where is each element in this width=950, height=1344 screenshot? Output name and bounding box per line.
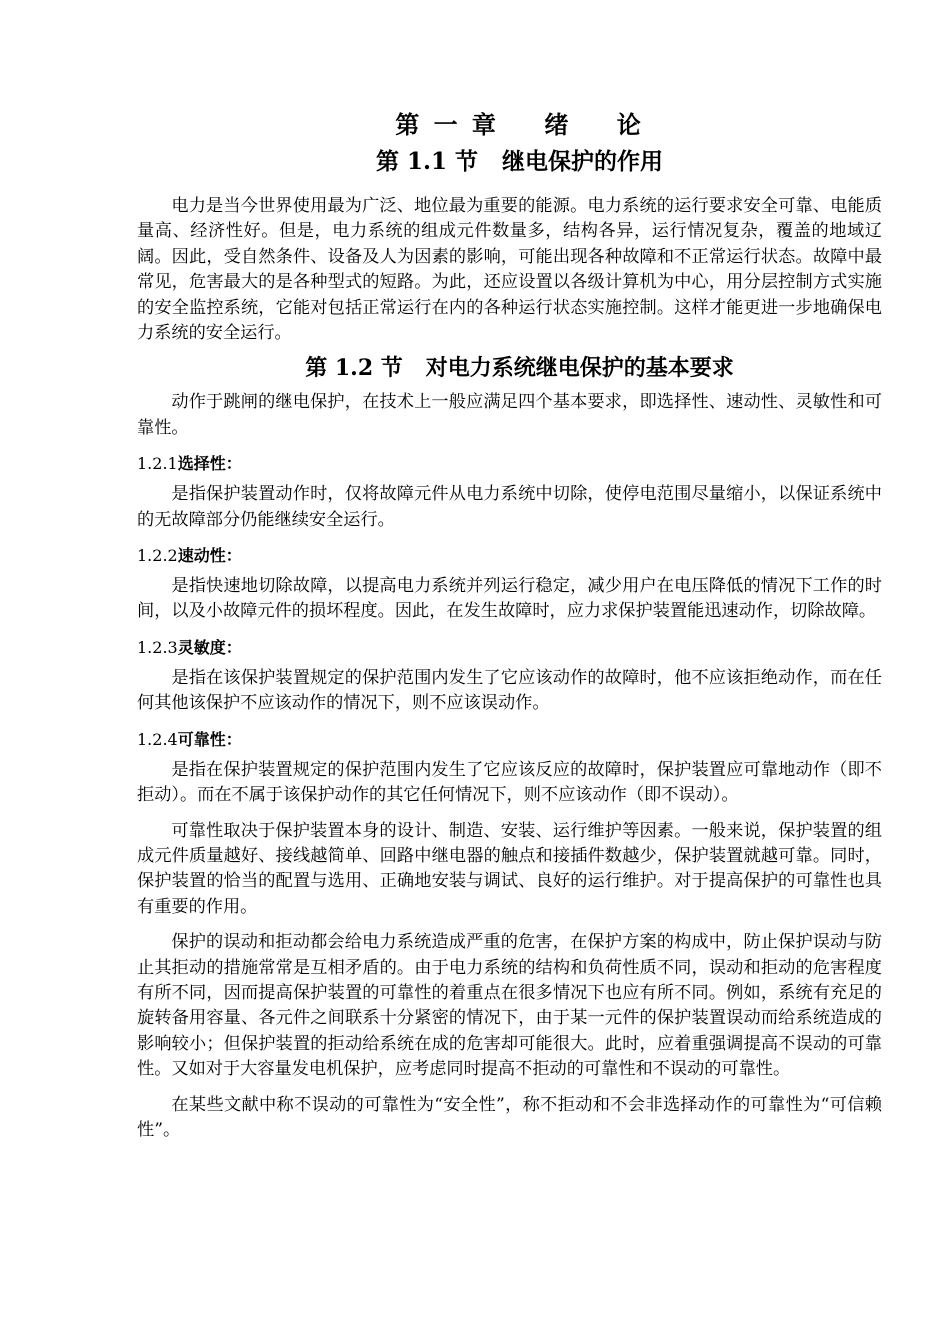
subsection-label: 速动性：	[177, 546, 242, 566]
subsection-number: 1.2.4	[137, 729, 178, 749]
section-1-1-paragraph: 电力是当今世界使用最为广泛、地位最为重要的能源。电力系统的运行要求安全可靠、电能质量高、经济性好。但是，电力系统的组成元件数量多，结构各异，运行情况复杂，覆盖的地域辽阔。因此，受自然条件、设备及人为因素的影响，可能出现各种故障和不正常运行状态。故障中最常见，危害最大的是各种型式的短路。为此，还应设置以各级计算机为中心，用分层控制方式实施的安全监控系统，它能对包括正常运行在内的各种运行状态实施控制。这样才能更进一步地确保电力系统的安全运行。	[137, 196, 882, 344]
subsection-heading-1-2-1	[137, 451, 882, 476]
subsection-paragraph: 是指在保护装置规定的保护范围内发生了它应该反应的故障时，保护装置应可靠地动作（即不拒动）。而在不属于该保护动作的其它任何情况下，则不应该动作（即不误动）。	[137, 759, 882, 806]
subsection-paragraph: 是指保护装置动作时，仅将故障元件从电力系统中切除，使停电范围尽量缩小，以保证系统中的无故障部分仍能继续安全运行。	[137, 484, 882, 530]
subsection-label: 灵敏度：	[177, 637, 242, 657]
section-1-2-title: 第 1.2 节 对电力系统继电保护的基本要求	[305, 355, 734, 382]
subsection-paragraph: 保护的误动和拒动都会给电力系统造成严重的危害，在保护方案的构成中，防止保护误动与防止其拒动的措施常常是互相矛盾的。由于电力系统的结构和负荷性质不同，误动和拒动的危害程度有所不同，因而提高保护装置的可靠性的着重点在很多情况下也应有所不同。例如，系统有充足的旋转备用容量、各元件之间联系十分紧密的情况下，由于某一元件的保护装置误动而给系统造成的影响较小；但保护装置的拒动给系统在成的危害却可能很大。此时，应着重强调提高不误动的可靠性。又如对于大容量发电机保护，应考虑同时提高不拒动的可靠性和不误动的可靠性。	[137, 932, 882, 1080]
section-1-2-intro: 动作于跳闸的继电保护，在技术上一般应满足四个基本要求，即选择性、速动性、灵敏性和可靠性。	[137, 392, 882, 438]
chapter-title: 第 一 章 绪 论	[395, 110, 644, 139]
subsection-heading-1-2-2	[137, 543, 882, 568]
subsection-number: 1.2.3	[137, 637, 178, 657]
section-1-1-title: 第 1.1 节 继电保护的作用	[375, 148, 664, 175]
subsection-heading-1-2-3	[137, 635, 882, 660]
subsection-number: 1.2.1	[137, 454, 178, 474]
subsection-label: 选择性：	[177, 454, 242, 474]
subsection-number: 1.2.2	[137, 546, 178, 566]
subsection-paragraph: 是指快速地切除故障，以提高电力系统并列运行稳定，减少用户在电压降低的情况下工作的时间，以及小故障元件的损坏程度。因此，在发生故障时，应力求保护装置能迅速动作，切除故障。	[137, 576, 882, 622]
document-page	[137, 108, 882, 1143]
subsection-paragraph: 可靠性取决于保护装置本身的设计、制造、安装、运行维护等因素。一般来说，保护装置的组成元件质量越好、接线越简单、回路中继电器的触点和接插件数越少，保护装置就越可靠。同时，保护装置的恰当的配置与选用、正确地安装与调试、良好的运行维护。对于提高保护的可靠性也具有重要的作用。	[137, 820, 882, 917]
subsection-paragraph: 是指在该保护装置规定的保护范围内发生了它应该动作的故障时，他不应该拒绝动作，而在任何其他该保护不应该动作的情况下，则不应该误动作。	[137, 667, 882, 714]
subsection-paragraph: 在某些文献中称不误动的可靠性为“安全性”，称不拒动和不会非选择动作的可靠性为“可信赖性”。	[137, 1094, 882, 1140]
subsection-heading-1-2-4	[137, 727, 882, 752]
subsection-label: 可靠性：	[177, 729, 242, 749]
